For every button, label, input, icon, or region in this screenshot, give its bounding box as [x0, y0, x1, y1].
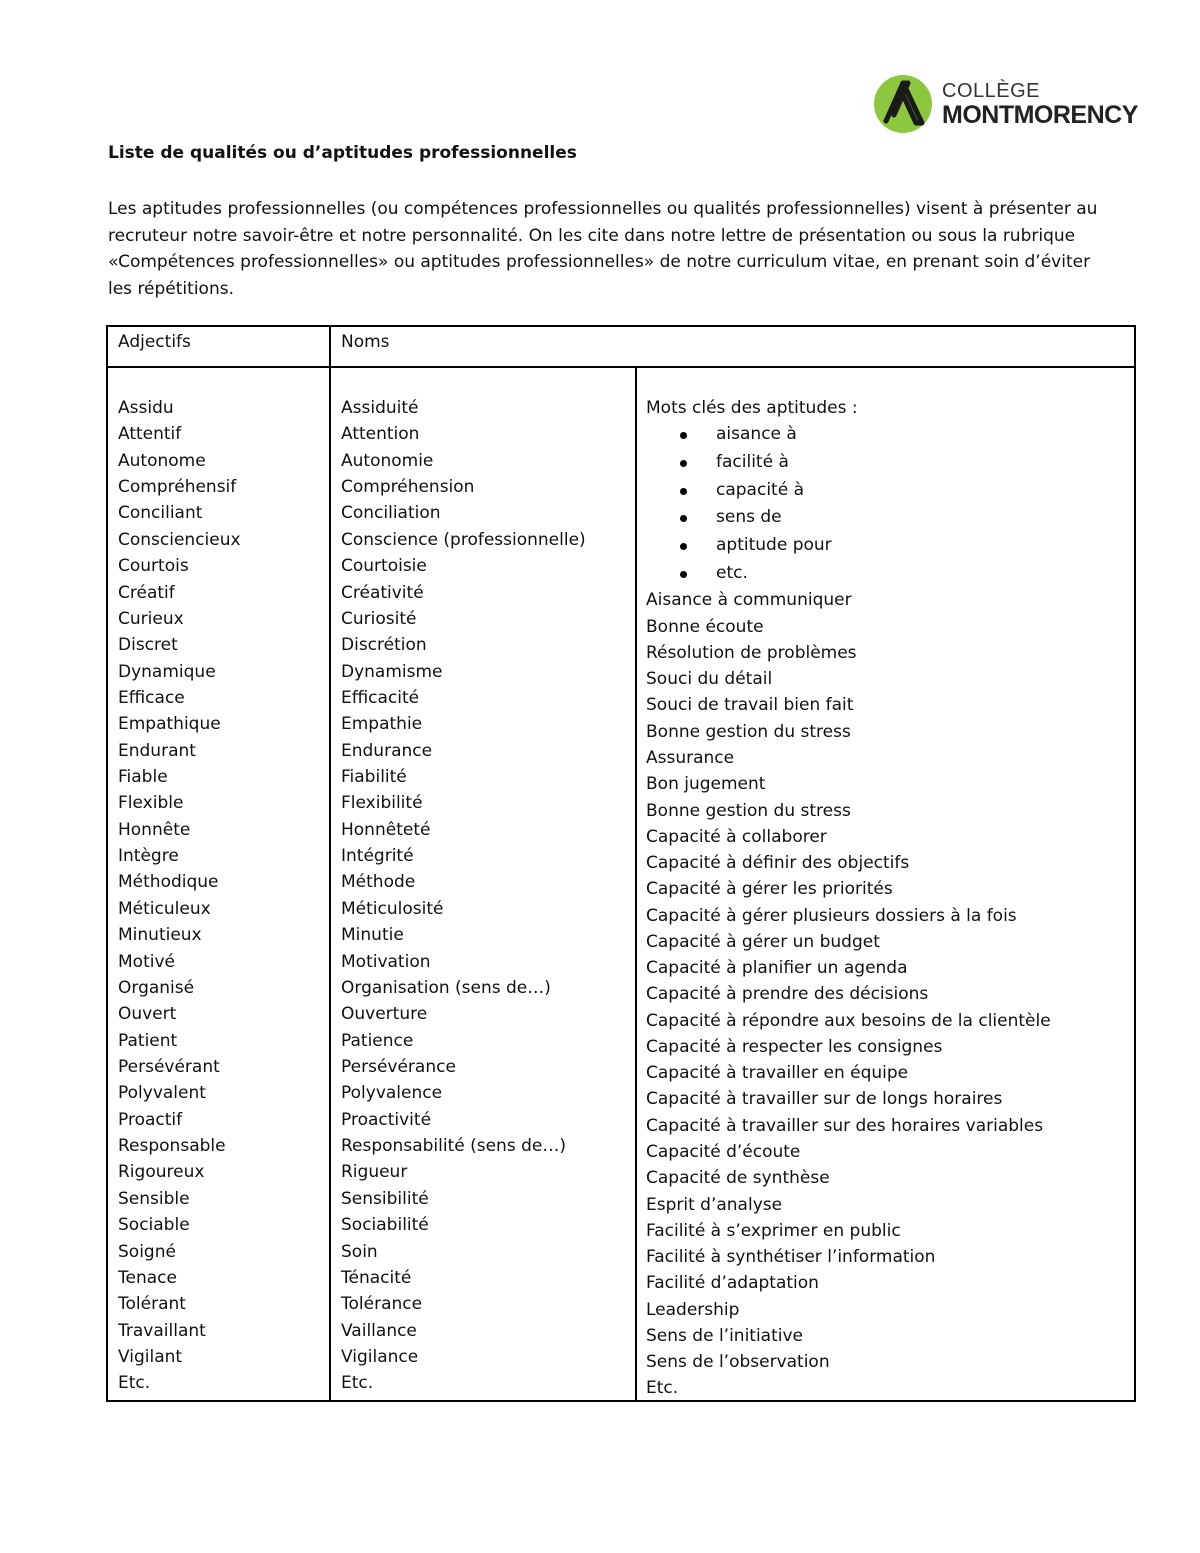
nom-item: Motivation	[341, 951, 431, 972]
nom-item: Intégrité	[341, 846, 414, 867]
nom-item: Rigueur	[341, 1162, 408, 1183]
mot-cle-item: Capacité à gérer les priorités	[646, 879, 893, 900]
logo-line-2: MONTMORENCY	[942, 100, 1138, 129]
mot-cle-item: Souci du détail	[646, 669, 773, 690]
adjectif-item: Attentif	[118, 424, 182, 445]
document-title: Liste de qualités ou d’aptitudes professionnelles	[108, 143, 577, 163]
mots-cles-heading: Mots clés des aptitudes :	[646, 398, 858, 418]
nom-item: Conscience (professionnelle)	[341, 529, 586, 550]
nom-item: Empathie	[341, 714, 423, 735]
nom-item: Sociabilité	[341, 1215, 429, 1236]
mot-cle-item: Leadership	[646, 1299, 740, 1320]
adjectif-item: Compréhensif	[118, 477, 237, 498]
column-divider-2	[635, 366, 637, 1400]
mot-cle-item: Capacité d’écoute	[646, 1141, 801, 1162]
nom-item: Flexibilité	[341, 793, 423, 814]
adjectif-item: Honnête	[118, 819, 191, 840]
nom-item: Efficacité	[341, 687, 420, 708]
adjectif-item: Fiable	[118, 767, 168, 788]
mots-cles-items	[646, 587, 1051, 1401]
adjectif-item: Flexible	[118, 793, 184, 814]
bullet-icon	[680, 543, 687, 550]
mot-cle-item: Facilité d’adaptation	[646, 1273, 819, 1294]
adjectif-item: Travaillant	[118, 1320, 206, 1341]
nom-item: Dynamisme	[341, 661, 443, 682]
adjectif-item: Curieux	[118, 608, 184, 629]
mot-cle-item: Facilité à s’exprimer en public	[646, 1220, 901, 1241]
mot-cle-item: Facilité à synthétiser l’information	[646, 1247, 936, 1268]
nom-item: Vaillance	[341, 1320, 417, 1341]
mot-cle-item: Capacité à définir des objectifs	[646, 853, 910, 874]
adjectif-item: Organisé	[118, 977, 195, 998]
column-divider-1	[329, 327, 331, 1400]
mot-cle-item: Aisance à communiquer	[646, 590, 852, 611]
mot-cle-item: Capacité à travailler en équipe	[646, 1063, 909, 1084]
adjectif-item: Ouvert	[118, 1004, 177, 1025]
mot-cle-item: Capacité à planifier un agenda	[646, 958, 908, 979]
bullet-text: capacité à	[716, 479, 804, 500]
nom-item: Fiabilité	[341, 767, 407, 788]
header-noms: Noms	[341, 332, 390, 352]
adjectif-item: Créatif	[118, 582, 175, 603]
logo-line-1: COLLÈGE	[942, 79, 1040, 102]
nom-item: Responsabilité (sens de…)	[341, 1136, 566, 1157]
adjectif-item: Discret	[118, 635, 178, 656]
adjectif-item: Rigoureux	[118, 1162, 205, 1183]
mot-cle-item: Capacité à répondre aux besoins de la clientèle	[646, 1010, 1051, 1031]
logo-wordmark	[942, 81, 1138, 128]
mot-cle-item: Capacité de synthèse	[646, 1168, 830, 1189]
college-logo	[872, 68, 1142, 140]
adjectif-item: Dynamique	[118, 661, 216, 682]
mot-cle-item: Capacité à prendre des décisions	[646, 984, 929, 1005]
nom-item: Tolérance	[341, 1294, 423, 1315]
mots-cles-bullet-item	[646, 449, 1051, 477]
nom-item: Minutie	[341, 925, 404, 946]
adjectif-item: Empathique	[118, 714, 221, 735]
adjectif-item: Conciliant	[118, 503, 203, 524]
nom-item: Conciliation	[341, 503, 441, 524]
adjectif-item: Minutieux	[118, 925, 202, 946]
mot-cle-item: Capacité à gérer un budget	[646, 931, 880, 952]
adjectif-item: Méticuleux	[118, 898, 211, 919]
nom-item: Discrétion	[341, 635, 427, 656]
adjectifs-list	[118, 395, 241, 1397]
mot-cle-item: Bon jugement	[646, 774, 766, 795]
mot-cle-item: Esprit d’analyse	[646, 1194, 783, 1215]
adjectif-item: Courtois	[118, 556, 189, 577]
qualities-table	[106, 325, 1136, 1402]
nom-item: Persévérance	[341, 1056, 456, 1077]
nom-item: Attention	[341, 424, 420, 445]
nom-item: Vigilance	[341, 1346, 419, 1367]
noms-list	[341, 395, 586, 1397]
mot-cle-item: Bonne gestion du stress	[646, 721, 851, 742]
bullet-text: aisance à	[716, 424, 797, 445]
nom-item: Honnêteté	[341, 819, 431, 840]
nom-item: Créativité	[341, 582, 424, 603]
mots-cles-bullet-item	[646, 560, 1051, 588]
nom-item: Méticulosité	[341, 898, 444, 919]
bullet-text: sens de	[716, 507, 782, 528]
adjectif-item: Efficace	[118, 687, 185, 708]
adjectif-item: Proactif	[118, 1109, 183, 1130]
nom-item: Proactivité	[341, 1109, 432, 1130]
adjectif-item: Responsable	[118, 1136, 226, 1157]
bullet-icon	[680, 515, 687, 522]
adjectif-item: Sociable	[118, 1215, 190, 1236]
adjectif-item: Motivé	[118, 951, 175, 972]
mot-cle-item: Capacité à travailler sur de longs horaires	[646, 1089, 1003, 1110]
bullet-text: etc.	[716, 562, 748, 583]
adjectif-item: Etc.	[118, 1373, 151, 1394]
intro-paragraph: Les aptitudes professionnelles (ou compétences professionnelles ou qualités professionnelles) visent à présenter au recruteur notre savoir-être et notre personnalité. On les cite dans notre lettre de présentation ou sous la rubrique «Compétences professionnelles» ou aptitudes professionnelles» de notre curriculum vitae, en prenant soin d’éviter les répétitions.	[108, 199, 1098, 299]
header-adjectifs: Adjectifs	[118, 332, 191, 352]
mot-cle-item: Bonne gestion du stress	[646, 800, 851, 821]
adjectif-item: Endurant	[118, 740, 196, 761]
nom-item: Polyvalence	[341, 1083, 443, 1104]
nom-item: Endurance	[341, 740, 433, 761]
mot-cle-item: Souci de travail bien fait	[646, 695, 854, 716]
nom-item: Sensibilité	[341, 1188, 429, 1209]
mot-cle-item: Résolution de problèmes	[646, 642, 857, 663]
nom-item: Ténacité	[341, 1267, 412, 1288]
mot-cle-item: Sens de l’initiative	[646, 1325, 804, 1346]
logo-mark-icon	[872, 73, 934, 135]
mots-cles-column	[646, 395, 1051, 1402]
nom-item: Courtoisie	[341, 556, 427, 577]
bullet-icon	[680, 460, 687, 467]
adjectif-item: Vigilant	[118, 1346, 183, 1367]
bullet-icon	[680, 571, 687, 578]
mot-cle-item: Bonne écoute	[646, 616, 764, 637]
adjectif-item: Soigné	[118, 1241, 176, 1262]
mots-cles-bullet-item	[646, 532, 1051, 560]
nom-item: Organisation (sens de…)	[341, 977, 551, 998]
mot-cle-item: Capacité à travailler sur des horaires variables	[646, 1115, 1044, 1136]
adjectif-item: Sensible	[118, 1188, 190, 1209]
adjectif-item: Tolérant	[118, 1294, 186, 1315]
nom-item: Méthode	[341, 872, 416, 893]
adjectif-item: Tenace	[118, 1267, 177, 1288]
mots-cles-bullet-item	[646, 504, 1051, 532]
mots-cles-bullet-item	[646, 477, 1051, 505]
bullet-text: aptitude pour	[716, 535, 832, 556]
nom-item: Patience	[341, 1030, 414, 1051]
nom-item: Soin	[341, 1241, 378, 1262]
mot-cle-item: Sens de l’observation	[646, 1352, 830, 1373]
bullet-icon	[680, 488, 687, 495]
adjectif-item: Assidu	[118, 398, 174, 418]
mot-cle-item: Capacité à collaborer	[646, 826, 827, 847]
nom-item: Etc.	[341, 1373, 374, 1394]
adjectif-item: Persévérant	[118, 1056, 220, 1077]
mots-cles-bullets	[646, 421, 1051, 587]
adjectif-item: Intègre	[118, 846, 179, 867]
adjectif-item: Méthodique	[118, 872, 219, 893]
mot-cle-item: Etc.	[646, 1378, 679, 1399]
mot-cle-item: Assurance	[646, 747, 735, 768]
nom-item: Ouverture	[341, 1004, 428, 1025]
bullet-text: facilité à	[716, 451, 789, 472]
table-header-row	[108, 327, 1134, 368]
mot-cle-item: Capacité à gérer plusieurs dossiers à la fois	[646, 905, 1017, 926]
nom-item: Autonomie	[341, 450, 434, 471]
nom-item: Compréhension	[341, 477, 475, 498]
nom-item: Curiosité	[341, 608, 417, 629]
mots-cles-bullet-item	[646, 421, 1051, 449]
mot-cle-item: Capacité à respecter les consignes	[646, 1036, 943, 1057]
adjectif-item: Patient	[118, 1030, 178, 1051]
adjectif-item: Consciencieux	[118, 529, 241, 550]
nom-item: Assiduité	[341, 398, 419, 418]
adjectif-item: Polyvalent	[118, 1083, 206, 1104]
bullet-icon	[680, 432, 687, 439]
adjectif-item: Autonome	[118, 450, 206, 471]
